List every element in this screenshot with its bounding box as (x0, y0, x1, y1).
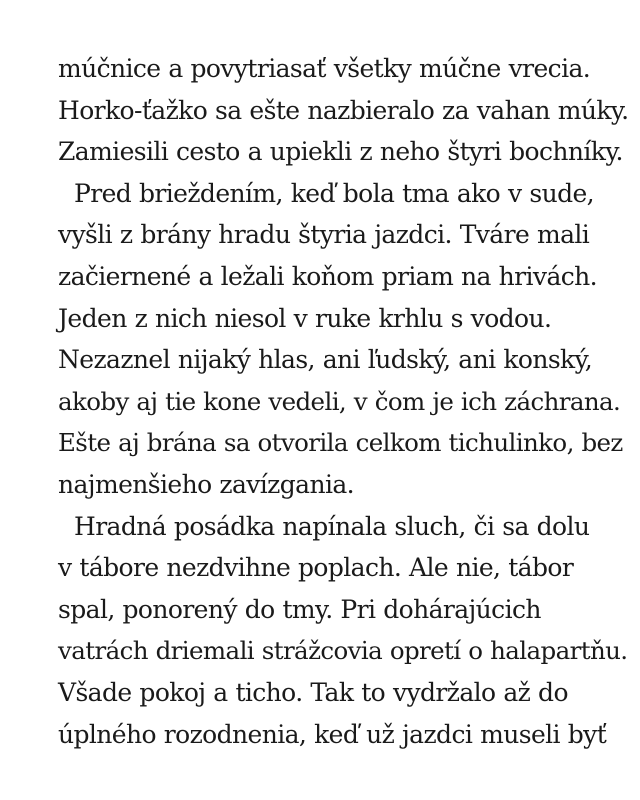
text-line: múčnice a povytriasať všetky múčne vrecia. (58, 54, 591, 83)
text-line: úplného rozodnenia, keď už jazdci museli byť (58, 719, 607, 749)
text-line: Ešte aj brána sa otvorila celkom tichulinko, bez (58, 428, 623, 458)
text-line: Nezaznel nijaký hlas, ani ľudský, ani konský, (58, 345, 593, 375)
text-line: v tábore nezdvihne poplach. Ale nie, tábor (58, 553, 574, 583)
text-line: vyšli z brány hradu štyria jazdci. Tváre mali (58, 220, 590, 250)
paragraph-start-line: Hradná posádka napínala sluch, či sa dolu (74, 511, 590, 541)
text-line: začiernené a ležali koňom priam na hrivách. (58, 261, 598, 291)
text-line: akoby aj tie kone vedeli, v čom je ich záchrana. (58, 386, 621, 416)
book-page (58, 48, 629, 755)
text-line: Horko-ťažko sa ešte nazbieralo za vahan múky. (58, 95, 629, 125)
text-line: spal, ponorený do tmy. Pri dohárajúcich (58, 594, 541, 624)
text-line: Zamiesili cesto a upiekli z neho štyri bochníky. (58, 137, 623, 167)
paragraph-start-line: Pred brieždením, keď bola tma ako v sude, (74, 178, 595, 208)
text-line: najmenšieho zavízgania. (58, 469, 355, 499)
text-line: vatrách driemali strážcovia opretí o halapartňu. (58, 636, 628, 666)
text-line: Všade pokoj a ticho. Tak to vydržalo až do (58, 677, 568, 707)
text-line: Jeden z nich niesol v ruke krhlu s vodou. (58, 303, 552, 333)
